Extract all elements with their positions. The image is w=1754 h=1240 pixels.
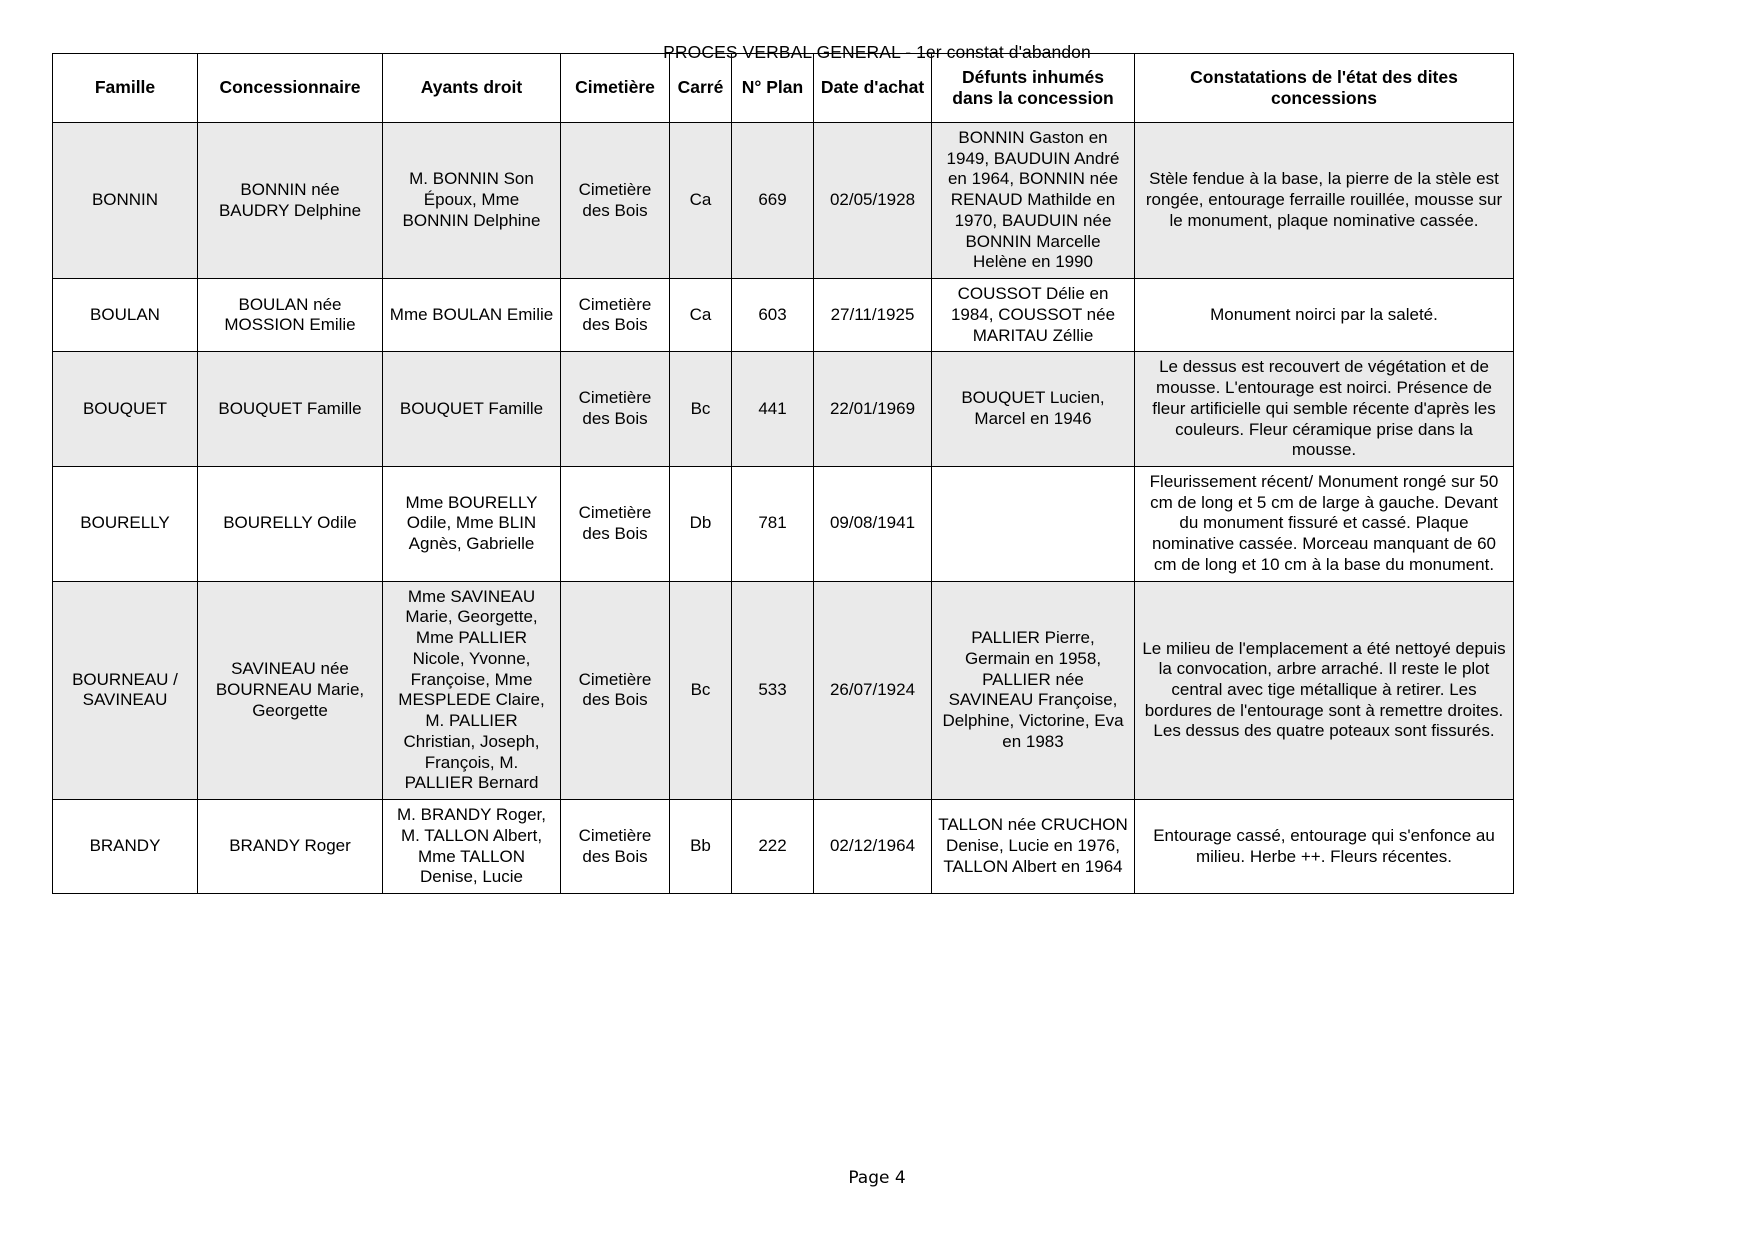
cell-date-achat: 26/07/1924 [814, 581, 932, 799]
cell-plan: 441 [732, 352, 814, 467]
cell-concessionnaire: BOUQUET Famille [198, 352, 383, 467]
cell-constatations: Entourage cassé, entourage qui s'enfonce au milieu. Herbe ++. Fleurs récentes. [1135, 800, 1514, 894]
cell-ayants-droit: Mme SAVINEAU Marie, Georgette, Mme PALLIER Nicole, Yvonne, Françoise, Mme MESPLEDE Claire, M. PALLIER Christian, Joseph, François, M. PALLIER Bernard [383, 581, 561, 799]
column-header-carre: Carré [670, 54, 732, 123]
cell-carre: Ca [670, 123, 732, 279]
column-header-ayants-droit: Ayants droit [383, 54, 561, 123]
cell-ayants-droit: M. BONNIN Son Époux, Mme BONNIN Delphine [383, 123, 561, 279]
cell-plan: 533 [732, 581, 814, 799]
cell-concessionnaire: BONNIN née BAUDRY Delphine [198, 123, 383, 279]
cell-famille: BOURELLY [53, 467, 198, 582]
concessions-table-wrapper [52, 53, 1513, 894]
table-row [53, 352, 1514, 467]
concessions-table [52, 53, 1514, 894]
table-header-row [53, 54, 1514, 123]
column-header-defunts [932, 54, 1135, 123]
cell-defunts: BONNIN Gaston en 1949, BAUDUIN André en 1964, BONNIN née RENAUD Mathilde en 1970, BAUDUIN née BONNIN Marcelle Helène en 1990 [932, 123, 1135, 279]
cell-date-achat: 22/01/1969 [814, 352, 932, 467]
table-row [53, 467, 1514, 582]
cell-defunts: BOUQUET Lucien, Marcel en 1946 [932, 352, 1135, 467]
column-header-cimetiere: Cimetière [561, 54, 670, 123]
cell-carre: Bc [670, 352, 732, 467]
cell-famille: BOULAN [53, 279, 198, 352]
page-footer: Page 4 [848, 1168, 906, 1188]
cell-constatations: Stèle fendue à la base, la pierre de la stèle est rongée, entourage ferraille rouillée, mousse sur le monument, plaque nominative cassée. [1135, 123, 1514, 279]
cell-ayants-droit: Mme BOURELLY Odile, Mme BLIN Agnès, Gabrielle [383, 467, 561, 582]
cell-famille: BOURNEAU / SAVINEAU [53, 581, 198, 799]
cell-famille: BONNIN [53, 123, 198, 279]
cell-carre: Db [670, 467, 732, 582]
cell-cimetiere: Cimetière des Bois [561, 123, 670, 279]
cell-famille: BRANDY [53, 800, 198, 894]
column-header-date-achat: Date d'achat [814, 54, 932, 123]
cell-cimetiere: Cimetière des Bois [561, 581, 670, 799]
cell-cimetiere: Cimetière des Bois [561, 352, 670, 467]
column-header-famille: Famille [53, 54, 198, 123]
column-header-defunts-line1: Défunts inhumés [962, 66, 1104, 87]
table-row [53, 123, 1514, 279]
cell-ayants-droit: BOUQUET Famille [383, 352, 561, 467]
cell-plan: 781 [732, 467, 814, 582]
document-title: PROCES VERBAL GENERAL - 1er constat d'abandon [663, 42, 1091, 62]
cell-defunts: TALLON née CRUCHON Denise, Lucie en 1976, TALLON Albert en 1964 [932, 800, 1135, 894]
column-header-concessionnaire: Concessionnaire [198, 54, 383, 123]
cell-concessionnaire: SAVINEAU née BOURNEAU Marie, Georgette [198, 581, 383, 799]
cell-carre: Bb [670, 800, 732, 894]
cell-concessionnaire: BOURELLY Odile [198, 467, 383, 582]
cell-constatations: Monument noirci par la saleté. [1135, 279, 1514, 352]
cell-ayants-droit: Mme BOULAN Emilie [383, 279, 561, 352]
cell-date-achat: 09/08/1941 [814, 467, 932, 582]
cell-plan: 603 [732, 279, 814, 352]
cell-cimetiere: Cimetière des Bois [561, 279, 670, 352]
column-header-constatations: Constatations de l'état des dites concessions [1135, 54, 1514, 123]
cell-plan: 669 [732, 123, 814, 279]
cell-constatations: Le milieu de l'emplacement a été nettoyé depuis la convocation, arbre arraché. Il reste le plot central avec tige métallique à retirer. Les bordures de l'entourage sont à remettre droites. Les dessus des quatre poteaux sont fissurés. [1135, 581, 1514, 799]
column-header-defunts-line2: dans la concession [952, 88, 1114, 108]
cell-concessionnaire: BOULAN née MOSSION Emilie [198, 279, 383, 352]
cell-defunts: COUSSOT Délie en 1984, COUSSOT née MARITAU Zéllie [932, 279, 1135, 352]
table-body [53, 123, 1514, 894]
cell-defunts [932, 467, 1135, 582]
cell-cimetiere: Cimetière des Bois [561, 467, 670, 582]
cell-famille: BOUQUET [53, 352, 198, 467]
cell-cimetiere: Cimetière des Bois [561, 800, 670, 894]
column-header-plan: N° Plan [732, 54, 814, 123]
table-row [53, 279, 1514, 352]
cell-defunts: PALLIER Pierre, Germain en 1958, PALLIER née SAVINEAU Françoise, Delphine, Victorine, Eva en 1983 [932, 581, 1135, 799]
table-row [53, 581, 1514, 799]
cell-concessionnaire: BRANDY Roger [198, 800, 383, 894]
cell-carre: Bc [670, 581, 732, 799]
cell-constatations: Le dessus est recouvert de végétation et de mousse. L'entourage est noirci. Présence de fleur artificielle qui semble récente d'après les couleurs. Fleur céramique prise dans la mousse. [1135, 352, 1514, 467]
cell-carre: Ca [670, 279, 732, 352]
table-row [53, 800, 1514, 894]
cell-date-achat: 27/11/1925 [814, 279, 932, 352]
cell-plan: 222 [732, 800, 814, 894]
table-header [53, 54, 1514, 123]
cell-ayants-droit: M. BRANDY Roger, M. TALLON Albert, Mme TALLON Denise, Lucie [383, 800, 561, 894]
cell-date-achat: 02/05/1928 [814, 123, 932, 279]
cell-constatations: Fleurissement récent/ Monument rongé sur 50 cm de long et 5 cm de large à gauche. Devant du monument fissuré et cassé. Plaque nominative cassée. Morceau manquant de 60 cm de long et 10 cm à la base du monument. [1135, 467, 1514, 582]
cell-date-achat: 02/12/1964 [814, 800, 932, 894]
